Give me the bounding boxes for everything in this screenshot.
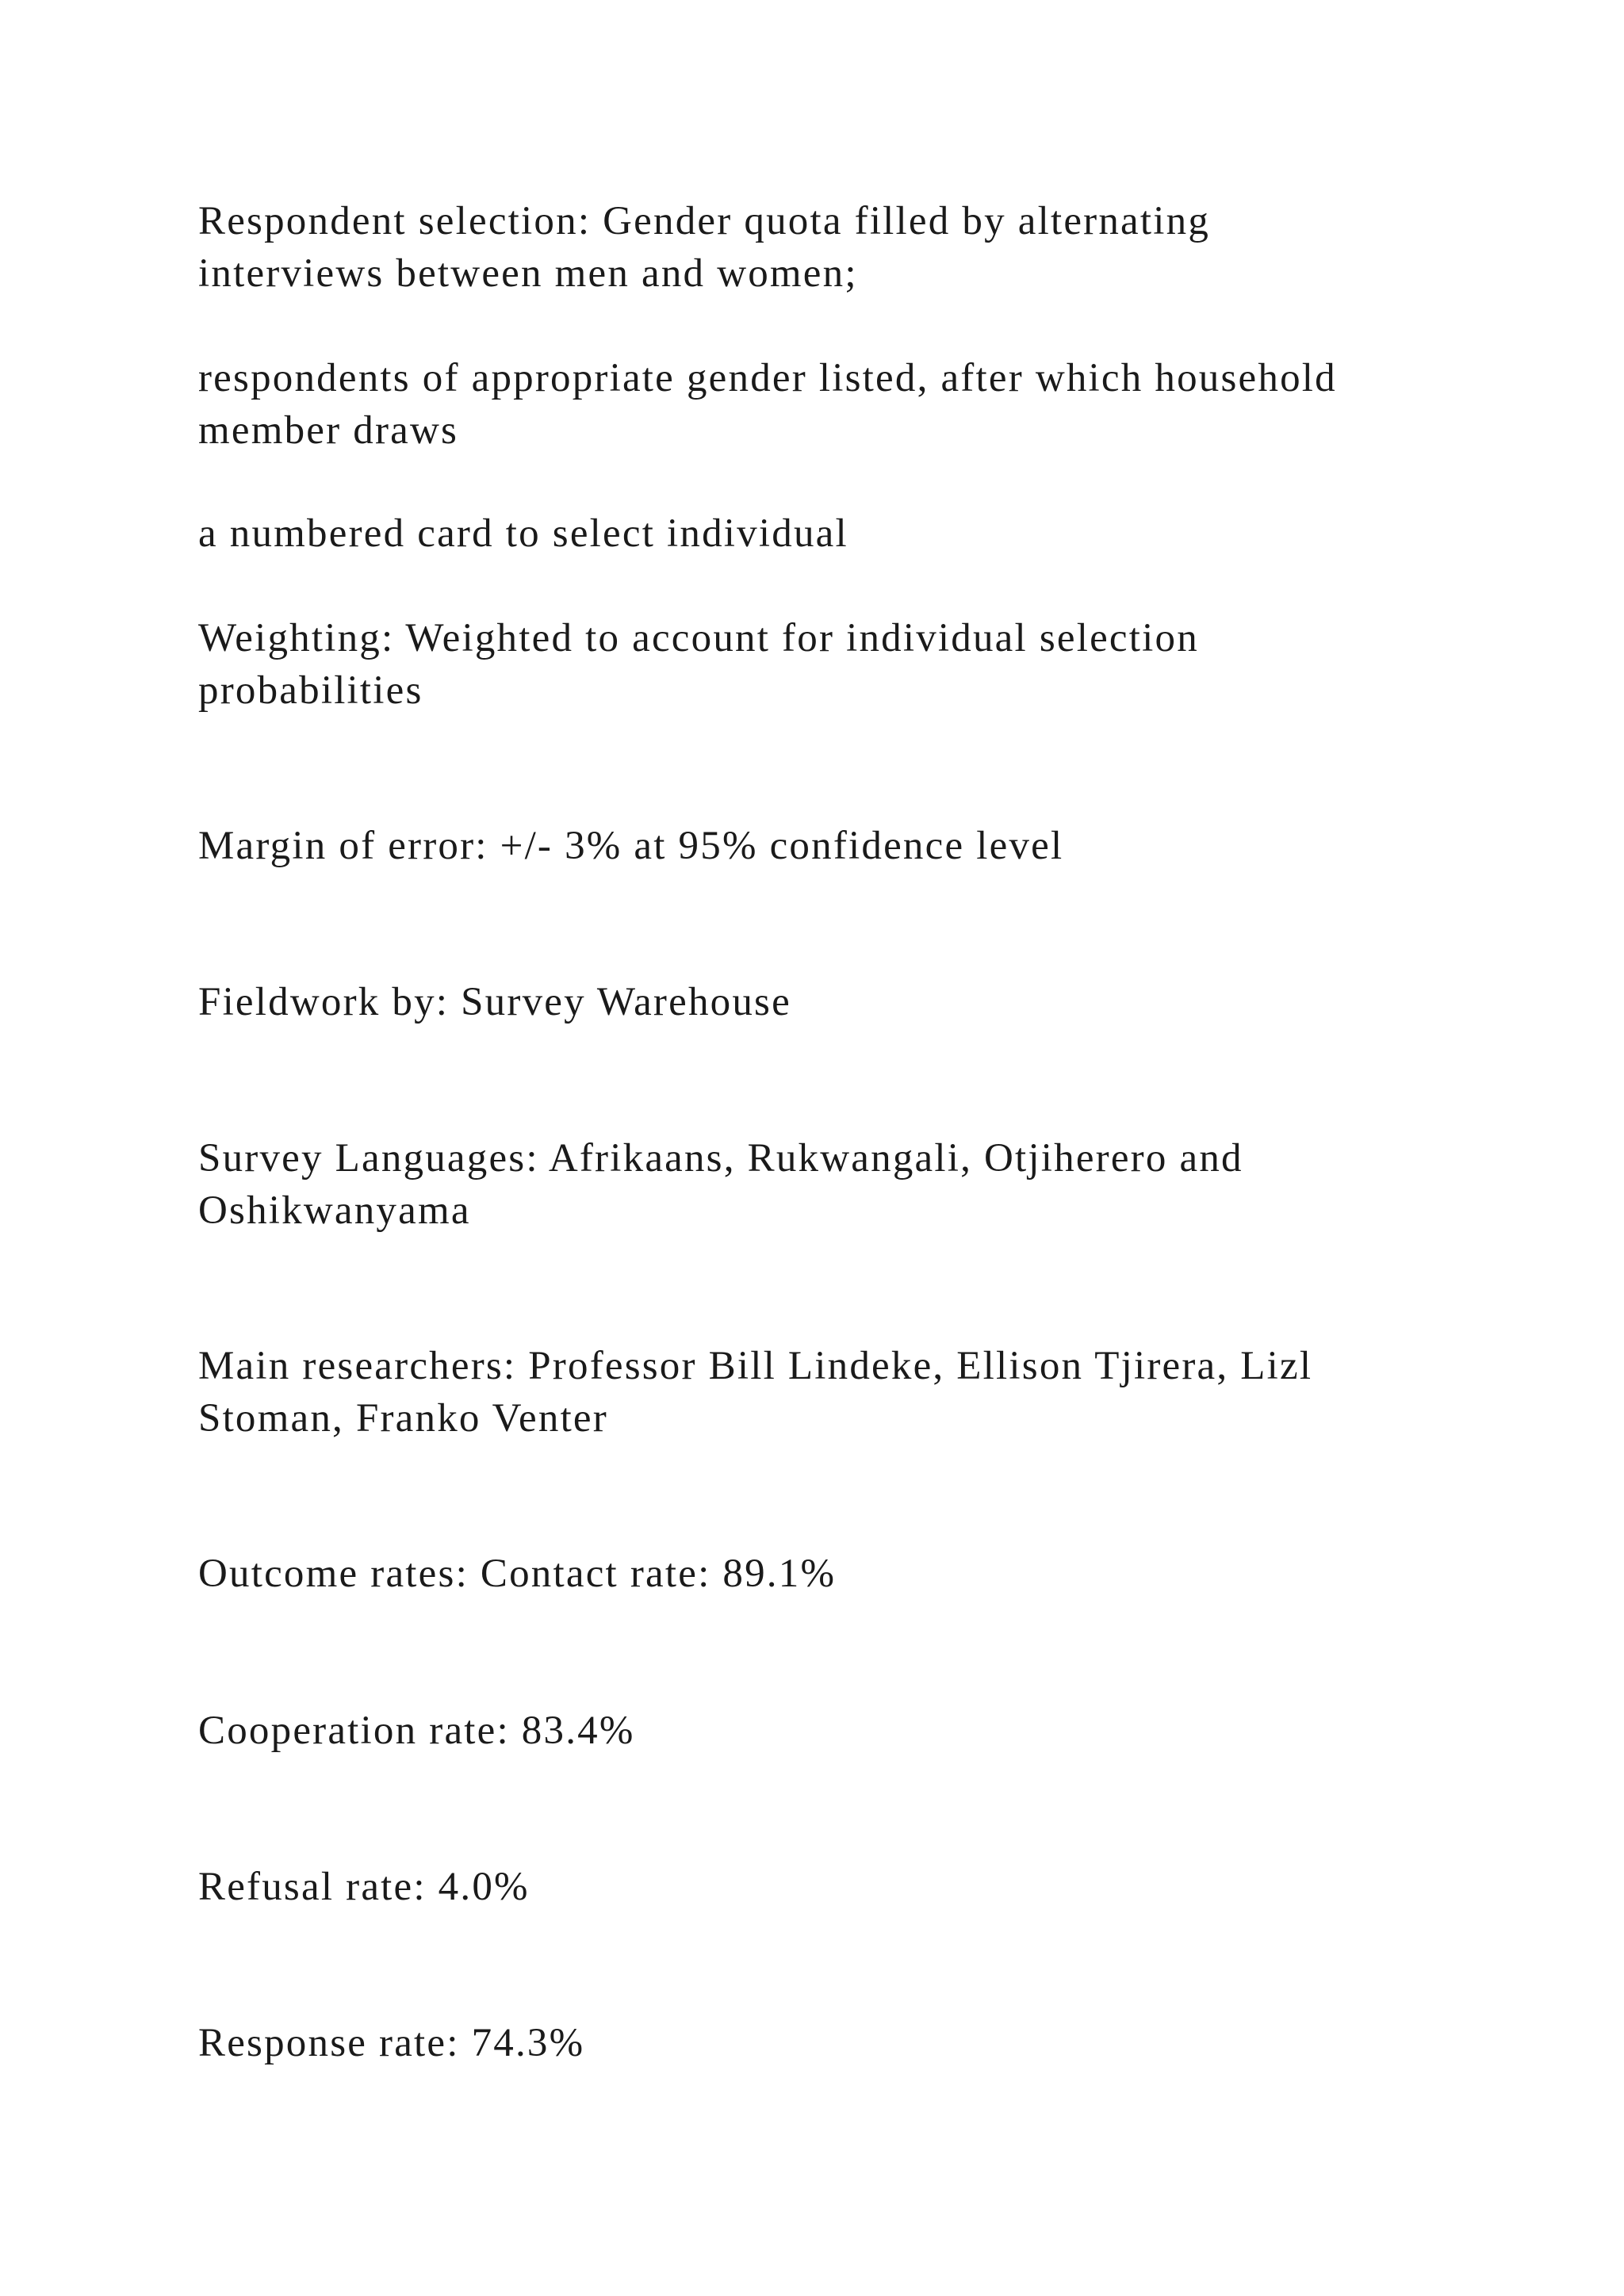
respondent-listing-text: respondents of appropriate gender listed, after which household member draws [198,356,1337,453]
main-researchers-text: Main researchers: Professor Bill Lindeke, Ellison Tjirera, Lizl Stoman, Franko Venter [198,1344,1313,1441]
cooperation-rate-text: Cooperation rate: 83.4% [198,1709,635,1753]
respondent-selection-text: Respondent selection: Gender quota filled by alternating interviews between men and women; [198,199,1211,296]
response-rate-text: Response rate: 74.3% [198,2021,585,2065]
weighting-text: Weighting: Weighted to account for individual selection probabilities [198,616,1199,713]
contact-rate-text: Outcome rates: Contact rate: 89.1% [198,1552,837,1596]
card-selection-text: a numbered card to select individual [198,511,848,556]
fieldwork-text: Fieldwork by: Survey Warehouse [198,980,791,1024]
refusal-rate-text: Refusal rate: 4.0% [198,1865,530,1909]
margin-of-error-text: Margin of error: +/- 3% at 95% confidence level [198,824,1064,868]
survey-languages-text: Survey Languages: Afrikaans, Rukwangali, Otjiherero and Oshikwanyama [198,1136,1243,1233]
